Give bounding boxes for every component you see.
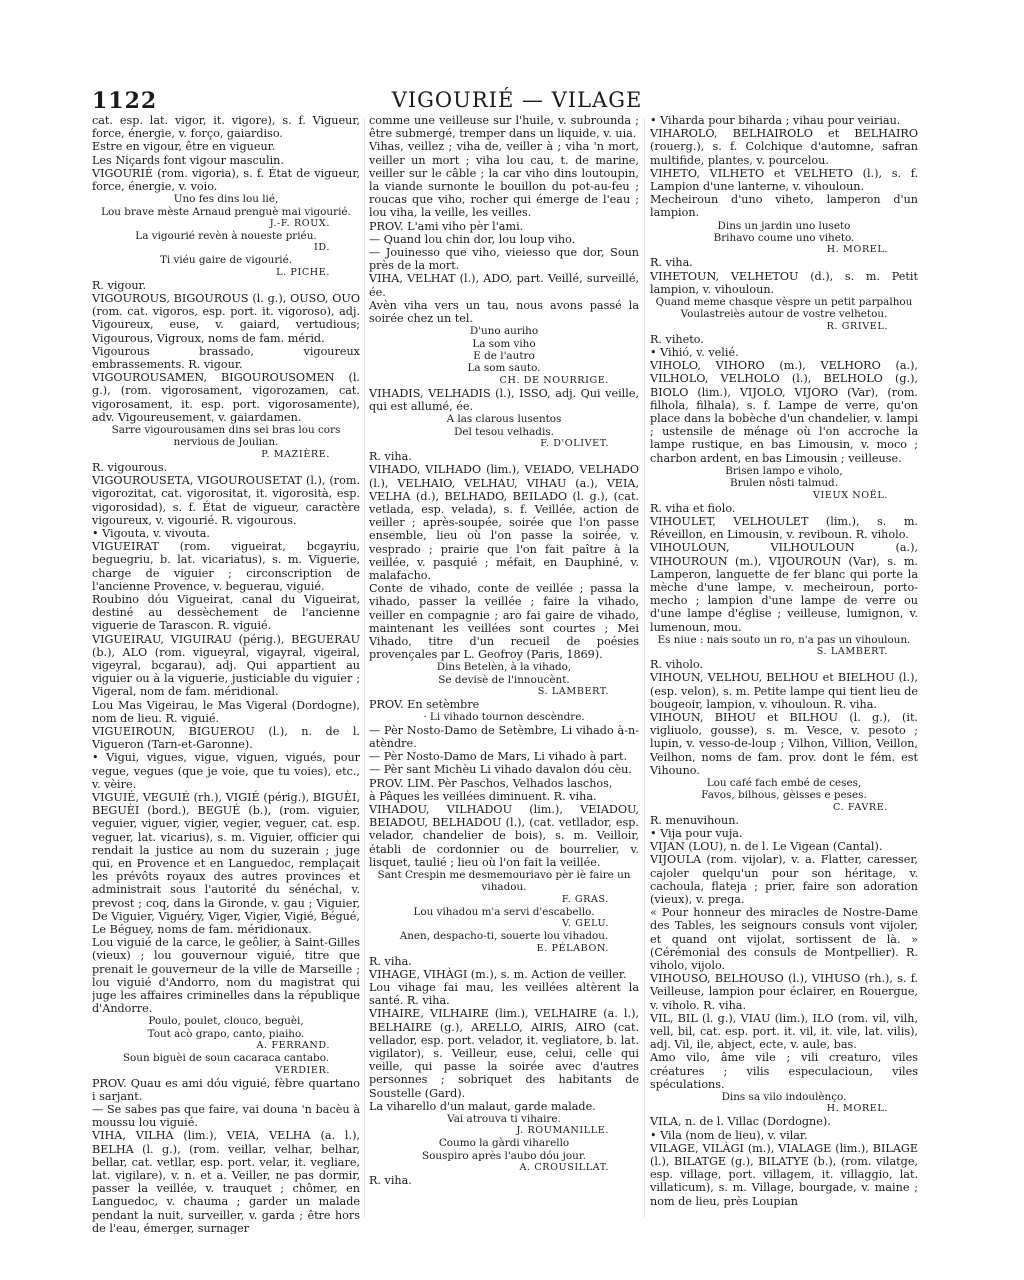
entry-paragraph: VILAGE, VILÀGI (m.), VIALAGE (lim.), BILAGE (l.), BILATGE (g.), BILATYE (b.), (rom. vilatge, esp. village, port. villagem, it. villaggio, lat. villaticum), s. m. Village, bourgade, v. maine ; nom de lieu, près Loupian	[650, 1141, 918, 1208]
entry-paragraph: VIHAGE, VIHÀGI (m.), s. m. Action de veiller.	[369, 967, 627, 981]
quotation-author: S. LAMBERT.	[537, 686, 609, 698]
entry-paragraph: PROV. LIM. Pèr Paschos, Velhados laschos,	[369, 776, 613, 790]
entry-paragraph: — Jouinesso que viho, vieiesso que dor, Soun près de la mort.	[369, 246, 639, 273]
quotation-line: Dins Betelèn, à la vihado,	[436, 661, 572, 674]
entry-paragraph: PROV. Quau es ami dóu viguié, fèbre quartano i sarjant.	[92, 1076, 360, 1103]
quotation-line: Dins un jardin uno luseto	[717, 219, 851, 232]
quotation-line: Uno fes dins lou lié,	[173, 193, 279, 206]
quotation-author: VIEUX NOËL.	[813, 489, 888, 501]
etymology-reference: R. vigourous.	[92, 460, 168, 474]
quotation-author: J. ROUMANILLE.	[516, 1125, 609, 1137]
entry-paragraph: VIGOURIÉ (rom. vigoria), s. f. État de vigueur, force, énergie, v. voio.	[92, 166, 360, 194]
column-divider	[644, 118, 645, 1218]
etymology-reference: R. viha.	[369, 450, 412, 464]
etymology-reference: R. viha.	[369, 954, 412, 968]
quotation-line: Tout acò grapo, canto, piaiho.	[147, 1027, 305, 1040]
entry-paragraph: VIGOUROUS, BIGOUROUS (l. g.), OUSO, OUO (rom. cat. vigoros, esp. port. it. vigoroso), adj. Vigoureux, euse, v. gaiard, vertudious; Vigourous, Vigroux, noms de fam. mérid.	[92, 292, 360, 345]
quotation-author: A. FERRAND.	[256, 1040, 330, 1052]
entry-paragraph: VIHAIRE, VILHAIRE (lim.), VELHAIRE (a. l.), BELHAIRE (g.), ARELLO, AIRIS, AIRO (cat. vellador, esp. port. velador, it. vegliatore, b. lat. vigilator), s. Veilleur, euse, celui, celle qui veille, qui passe la soirée avec d'autres personnes ; sobriquet des habitants de Soustelle (Gard).	[369, 1007, 639, 1100]
entry-paragraph: VIHETO, VILHETO et VELHETO (l.), s. f. Lampion d'une lanterne, v. vihouloun.	[650, 166, 918, 194]
quotation-line: Quand meme chasque vèspre un petit parpalhou Voulastreiès autour de vostre velhetou.	[655, 296, 913, 321]
entry-paragraph: — Pèr sant Michèu Li vihado davalon dóu cèu.	[369, 763, 632, 777]
etymology-reference: R. viha.	[369, 1174, 412, 1188]
entry-paragraph: VIGOUROUSAMEN, BIGOUROUSOMEN (l. g.), (rom. vigorosament, vigorozamen, cat. vigorosament, it. esp. port. vigorosamente), adv. Vigoureusement, v. gaiardamen.	[92, 371, 360, 424]
entry-paragraph: Amo vilo, âme vile ; vili creaturo, viles créatures ; vilis especulacioun, viles spéculations.	[650, 1051, 918, 1091]
entry-paragraph: R. viha et fiolo.	[650, 501, 736, 515]
quotation-line: Sarre vigourousamen dins sei bras lou cors nervious de Joulian.	[111, 424, 341, 449]
entry-paragraph: VIHA, VELHAT (l.), ADO, part. Veillé, surveillé, ée.	[369, 272, 639, 299]
running-head: VIGOURIÉ — VILAGE	[391, 88, 643, 112]
entry-paragraph: PROV. En setèmbre	[369, 698, 480, 712]
quotation-author: ID.	[314, 242, 330, 254]
quotation-author: P. MAZIÈRE.	[261, 448, 330, 460]
column-middle	[369, 114, 639, 1234]
entry-paragraph: Estre en vigour, être en vigueur.	[92, 140, 276, 154]
entry-paragraph: VIJAN (LOU), n. de l. Le Vigean (Cantal).	[650, 840, 883, 854]
quotation-author: S. LAMBERT.	[816, 646, 888, 658]
entry-paragraph: VIHA, VILHA (lim.), VEIA, VELHA (a. l.), BELHA (l. g.), (rom. veillar, velhar, belhar, bellar, cat. vetllar, esp. port. velar, it. vegliare, lat. vigilare), v. n. et a. Veiller, ne pas dormir, passer la veillée, v. trauquet ; chômer, en Languedoc, v. chauma ; garder un malade pendant la nuit, surveiller, v. gardа ; être hors de l'eau, émerger, surnager	[92, 1129, 360, 1234]
etymology-reference: R. viholo.	[650, 658, 704, 672]
entry-paragraph: VIGUIÉ, VEGUIÉ (rh.), VIGIÉ (périg.), BIGUÈI, BEGUÈI (bord.), BEGUÉ (b.), (rom. viguier, veguier, viguer, vigier, vegier, veguer, cat. esp. veguer, lat. vicarius), s. m. Viguier, officier qui rendait la justice au nom du suzerain ; juge qui, en Provence et en Languedoc, remplaçait les prévôts royaux des autres provinces et administrait sous l'autorité du sénéchal, v. prevost ; coq, dans la Gironde, v. gau ; Viguier, De Viguier, Viguéry, Viger, Vigier, Vigié, Bégué, Le Béguey, noms de fam. méridionaux.	[92, 790, 360, 936]
entry-paragraph: Avèn viha vers un tau, nous avons passé la soirée chez un tel.	[369, 298, 639, 326]
quotation-author: R. GRIVEL.	[826, 320, 888, 332]
quotation-line: Sant Crespin me desmemouriavo pèr iè faire un vihadou.	[377, 869, 631, 894]
quotation-line: Favos, bilhous, gèisses e peses.	[701, 789, 867, 802]
quotation-author: H. MOREL.	[826, 1103, 888, 1115]
quotation-line: Lou vihadou m'a servi d'escabello.	[413, 905, 595, 918]
entry-paragraph: • Vila (nom de lieu), v. vilar.	[650, 1128, 808, 1142]
entry-paragraph: VIHOULOUN, VILHOULOUN (a.), VIHOUROUN (m.), VIJOUROUN (Var), s. m. Lamperon, languette de fer blanc qui porte la mèche d'une lampe, v. mecheiroun, porto-mecho ; lampion d'une lampe de verre ou d'une lampe d'église ; veilleuse, lumignon, v. lumenoun, mou.	[650, 541, 918, 634]
quotation-line: Lou café fach embé de ceses,	[706, 776, 862, 789]
quotation-line: · Li vihado tournon descèndre.	[423, 711, 585, 724]
entry-paragraph: Les Niçards font vigour masculin.	[92, 153, 284, 167]
quotation-line: Brulen nôsti talmud.	[729, 477, 839, 490]
quotation-line: Lou brave mèste Arnaud prenguè mai vigourié.	[101, 205, 351, 218]
entry-paragraph: Vihas, veillez ; viha de, veiller à ; viha 'n mort, veiller un mort ; viha lou cau, t. de marine, veiller sur le câble ; la car viho dins loutoupin, la viande surnonte le bouillon du pot-au-feu ; roucas que viho, rocher qui émerge de l'eau ; lou viha, la veille, les veilles.	[369, 140, 639, 220]
entry-paragraph: à Pâques les veillées diminuent. R. viha.	[369, 789, 597, 803]
entry-paragraph: VIGUEIROUN, BIGUEROU (l.), n. de l. Vigueron (Tarn-et-Garonne).	[92, 724, 360, 752]
entry-paragraph: VIHETOUN, VELHETOU (d.), s. m. Petit lampion, v. vihouloun.	[650, 269, 918, 296]
quotation-line: Brihavo coume uno viheto.	[713, 232, 855, 245]
quotation-line: Se devisè de l'innoucènt.	[438, 673, 570, 686]
entry-paragraph: — Quand lou chin dor, lou loup viho.	[369, 232, 576, 246]
quotation-line: Soun biguèi de soun cacaraca cantabo.	[122, 1052, 330, 1065]
entry-paragraph: VILA, n. de l. Villac (Dordogne).	[650, 1115, 831, 1129]
quotation-line: Souspiro après l'aubo dóu jour.	[422, 1149, 586, 1162]
quotation-author: A. CROUSILLAT.	[519, 1162, 609, 1174]
entry-paragraph: VIGUEIRAU, VIGUIRAU (périg.), BEGUERAU (b.), ALO (rom. vigueyral, vigayral, vigeiral, vigeyral, bcgarau), adj. Qui appartient au viguier ou à la viguerie, justiciable du viguier ; Vigeral, nom de fam. méridional.	[92, 632, 360, 699]
quotation-line: Anen, despacho-ti, souerte lou vihadou.	[399, 930, 609, 943]
column-right	[650, 114, 918, 1234]
etymology-reference: R. viheto.	[650, 332, 704, 346]
quotation-line: E de l'autro	[473, 350, 535, 363]
quotation-author: F. D'OLIVET.	[540, 438, 609, 450]
quotation-author: L. PICHE.	[276, 266, 330, 278]
quotation-line: Coumo la gàrdi viharello	[438, 1137, 570, 1150]
entry-paragraph: VIHOUSO, BELHOUSO (l.), VIHUSO (rh.), s. f. Veilleuse, lampion pour éclairer, en Rouergue, v. viholo. R. viha.	[650, 972, 918, 1012]
entry-paragraph: comme une veilleuse sur l'huile, v. subroundа ; être submergé, tremper dans un liquide, v. uia.	[369, 114, 639, 141]
quotation-author: C. FAVRE.	[833, 801, 888, 813]
quotation-line: La vigourié revèn à noueste priéu.	[135, 230, 317, 243]
entry-paragraph: VIHADO, VILHADO (lim.), VEIADO, VELHADO (l.), VELHAIO, VELHAU, VIHAU (a.), VEIA, VELHA (d.), BELHADO, BEILADO (l. g.), (cat. vetlada, esp. velada), s. f. Veillée, action de veiller ; après-soupée, soirée que l'on passe ensemble, lieu où l'on passe la soirée, v. vesprado ; prairie que l'on fait paître à la veillée, v. pasquié ; méfait, en Dauphiné, v. malafacho.	[369, 463, 639, 582]
quotation-author: CH. DE NOURRIGE.	[499, 374, 609, 386]
quotation-line: Ti viéu gaire de vigourié.	[159, 254, 293, 267]
entry-paragraph: Vigourous brassado, vigoureux embrassements. R. vigour.	[92, 344, 360, 372]
quotation-line: Dins sa vilo indoulènço.	[721, 1091, 847, 1104]
quotation-author: VERDIER.	[275, 1064, 330, 1076]
quotation-line: D'uno auriho	[469, 325, 539, 338]
quotation-line: A las clarous lusentos	[446, 413, 562, 426]
entry-paragraph: VIHADIS, VELHADIS (l.), ISSO, adj. Qui veille, qui est allumé, ée.	[369, 386, 639, 414]
entry-paragraph: VIHOUN, VELHOU, BELHOU et BIELHOU (l.), (esp. velon), s. m. Petite lampe qui tient lieu de bougeoir, lampion, v. vihouloun. R. viha.	[650, 671, 918, 711]
entry-paragraph: • Vihió, v. velié.	[650, 346, 739, 360]
page-header	[92, 88, 942, 114]
page-number: 1122	[92, 88, 158, 114]
entry-paragraph: — Pèr Nosto-Damo de Mars, Li vihado à part.	[369, 750, 628, 764]
entry-paragraph: • Viharda pour biharda ; vihau pour veiriau.	[650, 114, 901, 127]
entry-paragraph: VIHAROLO, BELHAIROLO et BELHAIRO (rouerg.), s. f. Colchique d'automne, safran multifide, plantes, v. pourcelou.	[650, 127, 918, 167]
entry-paragraph: Conte de vihado, conte de veillée ; passa la vihado, passer la veillée ; faire la vihado, veiller en compagnie ; aro fai gaire de vihado, maintenant les veillées sont courtes ; Mei Vihado, titre d'un recueil de poésies provençales par L. Geofroy (Paris, 1869).	[369, 582, 639, 662]
entry-paragraph: VIJOULA (rom. vijolar), v. a. Flatter, caresser, cajoler quelqu'un pour son héritage, v. cachoula, flateja ; prier, faire son adoration (vieux), v. prega.	[650, 853, 918, 906]
quotation-line: Es niue : nais souto un ro, n'a pas un vihouloun.	[657, 633, 911, 646]
entry-paragraph: Lou vihage fai mau, les veillées altèrent la santé. R. viha.	[369, 981, 639, 1008]
entry-paragraph: « Pour honneur des miracles de Nostre-Dame des Tables, les seignours consuls vont vijoler, et quand ont vijolat, sortissent de là. » (Cérémonial des consuls de Montpellier). R. viholo, vijolo.	[650, 906, 918, 973]
entry-paragraph: VIGOUROUSETA, VIGOUROUSETAT (l.), (rom. vigorozitat, cat. vigorositat, it. vigorosità, esp. vigorosidad), s. f. État de vigueur, caractère vigoureux, v. vigourié. R. vigourous.	[92, 474, 360, 527]
entry-paragraph: VIHOULET, VELHOULET (lim.), s. m. Réveillon, en Limousin, v. reviboun. R. viholo.	[650, 514, 918, 542]
entry-paragraph: • Vigui, vigues, vigue, viguen, vigués, pour vegue, vegues (que je voie, que tu voies), etc., v. vèire.	[92, 751, 360, 791]
entry-paragraph: — Se sabes pas que faire, vai douna 'n bacèu à moussu lou viguié.	[92, 1103, 360, 1130]
entry-paragraph: Roubino dóu Vigueirat, canal du Vigueirat, destiné au dessèchement de l'ancienne viguerie de Tarascon. R. viguié.	[92, 592, 360, 633]
entry-paragraph: VIL, BIL (l. g.), VIAU (lim.), ILO (rom. vil, vilh, vell, bil, cat. esp. port. it. vil, it. vile, lat. vilis), adj. Vil, ile, abject, ecte, v. aule, bas.	[650, 1011, 918, 1052]
column-divider	[364, 118, 365, 1218]
quotation-line: Vai atrouva ti vihaire.	[447, 1113, 561, 1126]
quotation-author: J.-F. ROUX.	[269, 218, 330, 230]
quotation-author: F. GRAS.	[561, 893, 609, 905]
column-left	[92, 114, 360, 1234]
quotation-author: V. GELU.	[562, 918, 609, 930]
entry-paragraph: Lou viguié de la carce, le geôlier, à Saint-Gilles (vieux) ; lou gouvernour viguié, titre que prenait le gouverneur de la ville de Marseille ; lou viguié d'Andorro, nom du magistrat qui juge les affaires criminelles dans la république d'Andorre.	[92, 936, 360, 1016]
entry-paragraph: La viharello d'un malaut, garde malade.	[369, 1099, 596, 1113]
quotation-line: La som sauto.	[467, 362, 541, 375]
entry-paragraph: — Pèr Nosto-Damo de Setèmbre, Li vihado à-n-atèndre.	[369, 723, 639, 750]
entry-paragraph: VIHOLO, VIHORO (m.), VELHORO (a.), VILHOLO, VELHOLO (l.), BELHOLO (g.), BIOLO (lim.), VIJOLO, VIJORO (Var), (rom. filhola, filhala), s. f. Lampe de verre, qu'on place dans la bobèche d'un chandelier, v. lampi ; ustensile de ménage où l'on accroche la lampe rustique, en bas Limousin, v. moco ; charbon ardent, en bas Limousin ; veilleuse.	[650, 359, 918, 465]
etymology-reference: R. viha.	[650, 256, 693, 270]
entry-paragraph: PROV. L'ami viho pèr l'ami.	[369, 219, 524, 233]
etymology-reference: R. vigour.	[92, 278, 147, 292]
entry-paragraph: Mecheiroun d'uno viheto, lamperon d'un lampion.	[650, 193, 918, 220]
quotation-author: H. MOREL.	[826, 244, 888, 256]
entry-paragraph: Lou Mas Vigeirau, le Mas Vigeral (Dordogne), nom de lieu. R. viguié.	[92, 698, 360, 725]
quotation-line: La som viho	[472, 337, 536, 350]
entry-paragraph: VIHADOU, VILHADOU (lim.), VEIADOU, BEIADOU, BELHADOU (l.), (cat. vetllador, esp. velador, chandelier de bois), s. m. Veilloir, établi de cordonnier ou de bourrelier, v. lisquet, taulié ; lieu où l'on fait la veillée.	[369, 802, 639, 869]
quotation-line: Poulo, poulet, clouco, beguèi,	[148, 1015, 304, 1028]
entry-paragraph: VIHOUN, BIHOU et BILHOU (l. g.), (it. vigliuolo, gousse), s. m. Vesce, v. pesoto ; lupin, v. vesso-de-loup ; Vilhon, Villion, Veillon, Veilhon, noms de fam. prov. dont le fém. est Vihouno.	[650, 710, 918, 777]
entry-paragraph: • Vija pour vuja.	[650, 826, 743, 840]
quotation-line: Brisen lampo e viholo,	[725, 464, 843, 477]
quotation-author: E. PÉLABON.	[536, 942, 609, 954]
quotation-line: Del tesou velhadis.	[454, 425, 554, 438]
entry-paragraph: • Vigouta, v. vivouta.	[92, 526, 210, 540]
etymology-reference: R. menuvihoun.	[650, 813, 739, 827]
entry-paragraph: VIGUEIRAT (rom. vigueirat, bcgayriu, beguegriu, b. lat. vicariatus), s. m. Viguerie, charge de viguier ; circonscription de l'ancienne Provence, v. beguerau, viguié.	[92, 540, 360, 593]
entry-paragraph: cat. esp. lat. vigor, it. vigore), s. f. Vigueur, force, énergie, v. forço, gaiardiso.	[92, 114, 360, 141]
